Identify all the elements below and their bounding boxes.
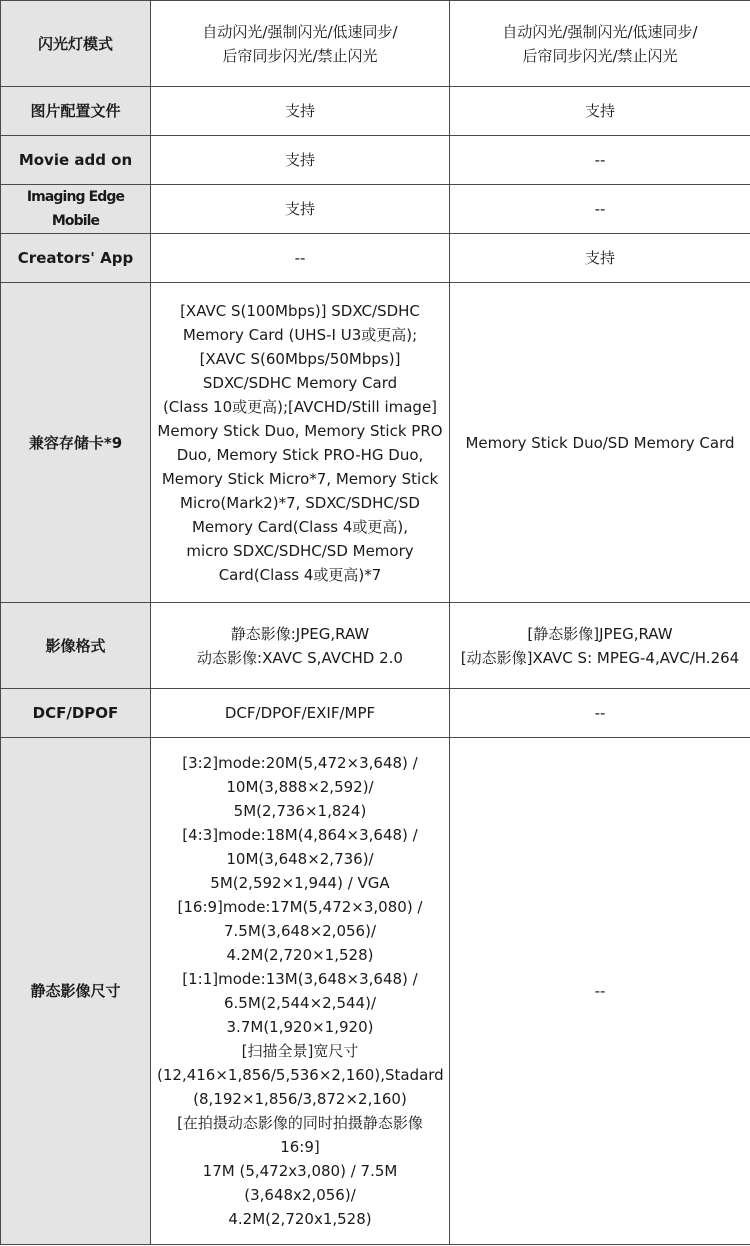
table-row-movie-add-on [1, 136, 750, 185]
table-cell: 支持 [450, 87, 750, 136]
table-cell: -- [450, 136, 750, 185]
table-cell: DCF/DPOF/EXIF/MPF [151, 689, 450, 738]
table-row-picture-profile [1, 87, 750, 136]
table-cell: -- [450, 185, 750, 234]
table-cell: 支持 [151, 136, 450, 185]
table-row-memory-card [1, 283, 750, 603]
table-cell: [静态影像]JPEG,RAW [动态影像]XAVC S: MPEG-4,AVC/H.264 [450, 603, 750, 689]
row-label: Movie add on [1, 136, 151, 185]
table-cell: 支持 [450, 234, 750, 283]
table-cell: [3:2]mode:20M(5,472×3,648) / 10M(3,888×2,592)/ 5M(2,736×1,824) [4:3]mode:18M(4,864×3,648) / 10M(3,648×2,736)/ 5M(2,592×1,944) / VGA [16:9]mode:17M(5,472×3,080) / 7.5M(3,648×2,056)/ 4.2M(2,720×1,528) [1:1]mode:13M(3,648×3,648) / 6.5M(2,544×2,544)/ 3.7M(1,920×1,920) [扫描全景]宽尺寸 (12,416×1,856/5,536×2,160),Stadard (8,192×1,856/3,872×2,160) [在拍摄动态影像的同时拍摄静态影像 16:9] 17M (5,472x3,080) / 7.5M (3,648x2,056)/ 4.2M(2,720x1,528) [151, 738, 450, 1245]
table-row-dcf-dpof [1, 689, 750, 738]
table-row-image-format [1, 603, 750, 689]
table-cell: 静态影像:JPEG,RAW 动态影像:XAVC S,AVCHD 2.0 [151, 603, 450, 689]
row-label: 图片配置文件 [1, 87, 151, 136]
table-row-still-image-size [1, 738, 750, 1245]
row-label: 兼容存储卡*9 [1, 283, 151, 603]
row-label: 影像格式 [1, 603, 151, 689]
table-cell: Memory Stick Duo/SD Memory Card [450, 283, 750, 603]
row-label: 静态影像尺寸 [1, 738, 151, 1245]
row-label: Imaging Edge Mobile [1, 185, 151, 234]
table-cell: 支持 [151, 87, 450, 136]
row-label: Creators' App [1, 234, 151, 283]
table-row-flash-mode [1, 1, 750, 87]
row-label: 闪光灯模式 [1, 1, 151, 87]
table-row-creators-app [1, 234, 750, 283]
table-cell: [XAVC S(100Mbps)] SDXC/SDHC Memory Card (UHS-I U3或更高); [XAVC S(60Mbps/50Mbps)] SDXC/SDHC Memory Card (Class 10或更高);[AVCHD/Still image] Memory Stick Duo, Memory Stick PRO Duo, Memory Stick PRO-HG Duo, Memory Stick Micro*7, Memory Stick Micro(Mark2)*7, SDXC/SDHC/SD Memory Card(Class 4或更高), micro SDXC/SDHC/SD Memory Card(Class 4或更高)*7 [151, 283, 450, 603]
table-cell: -- [450, 689, 750, 738]
row-label: DCF/DPOF [1, 689, 151, 738]
table-cell: 自动闪光/强制闪光/低速同步/ 后帘同步闪光/禁止闪光 [450, 1, 750, 87]
table-cell: 支持 [151, 185, 450, 234]
table-cell: -- [450, 738, 750, 1245]
table-cell: 自动闪光/强制闪光/低速同步/ 后帘同步闪光/禁止闪光 [151, 1, 450, 87]
table-cell: -- [151, 234, 450, 283]
table-row-imaging-edge-mobile [1, 185, 750, 234]
